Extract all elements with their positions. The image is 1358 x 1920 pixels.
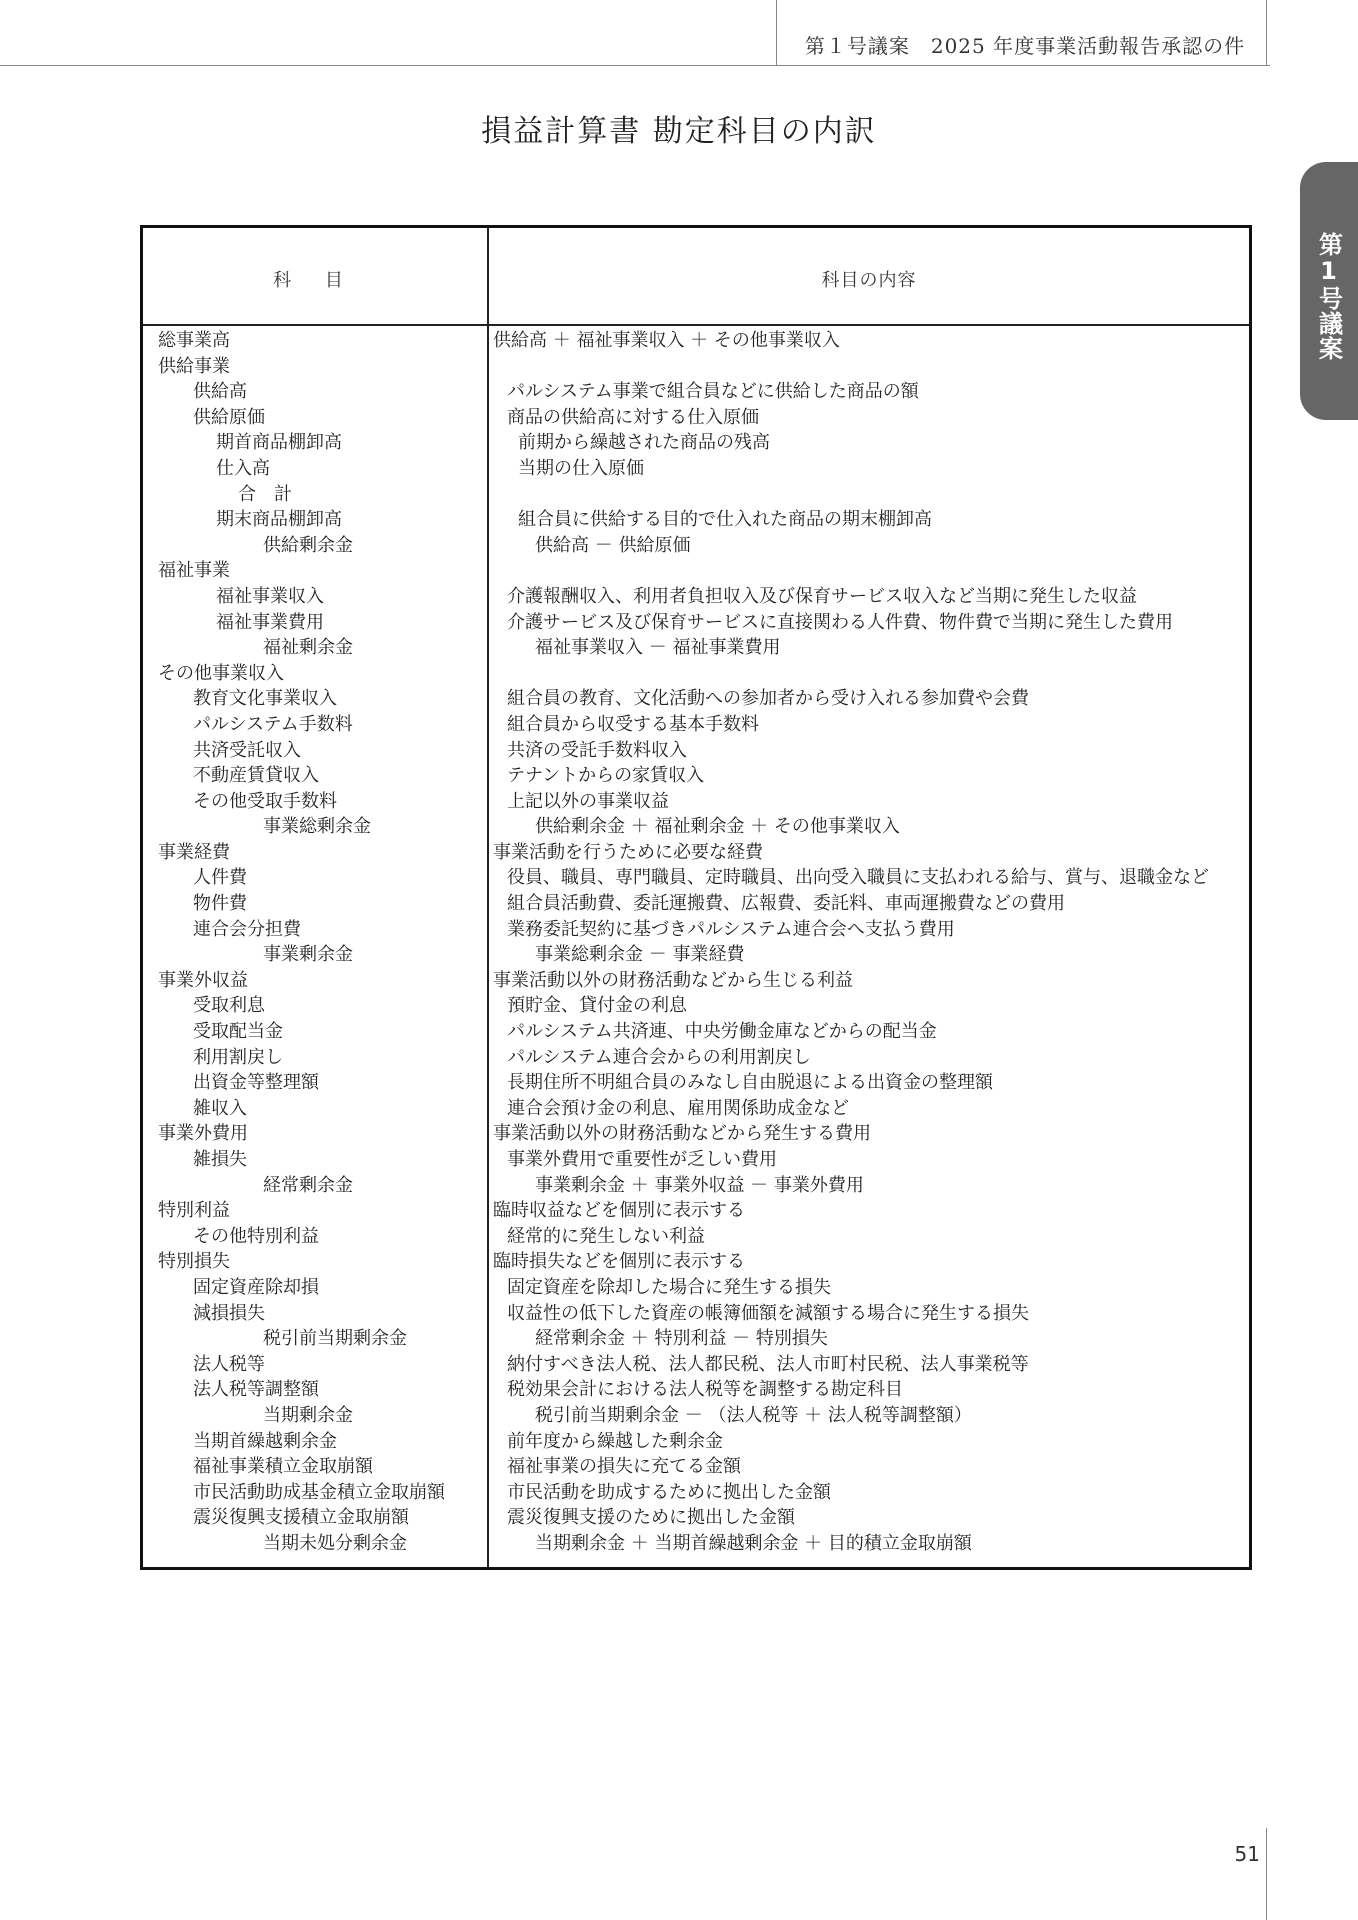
account-description: 組合員活動費、委託運搬費、広報費、委託料、車両運搬費などの費用 <box>507 893 1065 915</box>
table-row <box>143 1096 1249 1122</box>
account-name: 期末商品棚卸高 <box>216 509 342 531</box>
account-description: 納付すべき法人税、法人都民税、法人市町村民税、法人事業税等 <box>507 1353 1029 1375</box>
account-name: 経常剰余金 <box>263 1174 353 1196</box>
account-name: 福祉剰余金 <box>263 637 353 659</box>
account-description: 連合会預け金の利息、雇用関係助成金など <box>507 1097 849 1119</box>
table-row <box>143 1429 1249 1455</box>
account-name: 福祉事業収入 <box>216 585 324 607</box>
account-name: 受取利息 <box>193 995 265 1017</box>
table-row <box>143 738 1249 764</box>
table-row <box>143 865 1249 891</box>
account-name: その他事業収入 <box>158 662 284 684</box>
account-name: パルシステム手数料 <box>193 713 353 735</box>
table-row <box>143 1224 1249 1250</box>
account-description: 事業活動以外の財務活動などから発生する費用 <box>493 1123 871 1145</box>
side-chapter-tab <box>1300 162 1358 420</box>
account-description: 供給高 － 供給原価 <box>535 534 691 556</box>
table-row <box>143 1454 1249 1480</box>
table-row <box>143 405 1249 431</box>
account-description: 共済の受託手数料収入 <box>507 739 687 761</box>
account-name: 特別利益 <box>158 1200 230 1222</box>
account-name: 供給高 <box>193 381 247 403</box>
table-row <box>143 1377 1249 1403</box>
account-description: 福祉事業収入 － 福祉事業費用 <box>535 637 781 659</box>
table-row <box>143 610 1249 636</box>
table-row <box>143 635 1249 661</box>
account-name: 事業剰余金 <box>263 944 353 966</box>
table-row <box>143 1275 1249 1301</box>
account-name: 減損損失 <box>193 1302 265 1324</box>
table-row <box>143 1019 1249 1045</box>
table-row <box>143 482 1249 508</box>
account-name: 利用割戻し <box>193 1046 283 1068</box>
account-name: 教育文化事業収入 <box>193 688 337 710</box>
table-row <box>143 661 1249 687</box>
account-name: 事業総剰余金 <box>263 816 371 838</box>
table-row <box>143 456 1249 482</box>
account-description: 介護報酬収入、利用者負担収入及び保育サービス収入など当期に発生した収益 <box>507 585 1137 607</box>
table-row <box>143 942 1249 968</box>
table-row <box>143 686 1249 712</box>
account-description: 市民活動を助成するために拠出した金額 <box>507 1481 831 1503</box>
table-row <box>143 1070 1249 1096</box>
header-divider-left <box>776 0 777 66</box>
account-name: 法人税等調整額 <box>193 1379 319 1401</box>
account-description: 商品の供給高に対する仕入原価 <box>507 406 759 428</box>
account-description: 福祉事業の損失に充てる金額 <box>507 1456 741 1478</box>
table-row <box>143 1352 1249 1378</box>
account-name: 雑収入 <box>193 1097 247 1119</box>
account-name: 期首商品棚卸高 <box>216 432 342 454</box>
account-description: 事業活動を行うために必要な経費 <box>493 841 763 863</box>
page-title: 損益計算書 勘定科目の内訳 <box>481 114 877 149</box>
account-description: 事業総剰余金 － 事業経費 <box>535 944 745 966</box>
account-description: 税効果会計における法人税等を調整する勘定科目 <box>507 1379 903 1401</box>
account-description: 震災復興支援のために拠出した金額 <box>507 1507 795 1529</box>
account-description: 当期剰余金 ＋ 当期首繰越剰余金 ＋ 目的積立金取崩額 <box>535 1532 972 1554</box>
account-description: 収益性の低下した資産の帳簿価額を減額する場合に発生する損失 <box>507 1302 1029 1324</box>
footer-divider <box>1266 1828 1267 1920</box>
account-name: 合 計 <box>238 483 292 505</box>
header-row-divider <box>143 324 1249 326</box>
account-name: 供給事業 <box>158 355 230 377</box>
table-row <box>143 1045 1249 1071</box>
account-description: 役員、職員、専門職員、定時職員、出向受入職員に支払われる給与、賞与、退職金など <box>507 867 1209 889</box>
account-name: 固定資産除却損 <box>193 1276 319 1298</box>
table-row <box>143 430 1249 456</box>
table-row <box>143 712 1249 738</box>
account-description: 供給高 ＋ 福祉事業収入 ＋ その他事業収入 <box>493 330 840 351</box>
account-description: 前年度から繰越した剰余金 <box>507 1430 723 1452</box>
header-divider-right <box>1266 0 1267 66</box>
account-description: 組合員から収受する基本手数料 <box>507 713 759 735</box>
account-name: 震災復興支援積立金取崩額 <box>193 1507 409 1529</box>
account-name: 事業外収益 <box>158 969 248 991</box>
table-row <box>143 1147 1249 1173</box>
table-row <box>143 379 1249 405</box>
account-name: 法人税等 <box>193 1353 265 1375</box>
table-row <box>143 584 1249 610</box>
account-name: 当期剰余金 <box>263 1404 353 1426</box>
table-row <box>143 1505 1249 1531</box>
table-row <box>143 507 1249 533</box>
account-description: 臨時収益などを個別に表示する <box>493 1200 745 1222</box>
table-row <box>143 968 1249 994</box>
table-row <box>143 840 1249 866</box>
account-name: その他受取手数料 <box>193 790 337 812</box>
account-description: 介護サービス及び保育サービスに直接関わる人件費、物件費で当期に発生した費用 <box>507 611 1173 633</box>
column-header-account: 科 目 <box>273 270 357 291</box>
account-name: 事業経費 <box>158 841 230 863</box>
table-row <box>143 1198 1249 1224</box>
table-row <box>143 993 1249 1019</box>
account-description: 供給剰余金 ＋ 福祉剰余金 ＋ その他事業収入 <box>535 816 900 838</box>
table-row <box>143 891 1249 917</box>
account-description: 前期から繰越された商品の残高 <box>518 432 770 454</box>
account-name: 税引前当期剰余金 <box>263 1328 407 1350</box>
table-row <box>143 558 1249 584</box>
table-row <box>143 1121 1249 1147</box>
account-description: 税引前当期剰余金 － （法人税等 ＋ 法人税等調整額） <box>535 1404 972 1426</box>
table-row <box>143 328 1249 354</box>
table-body <box>143 328 1249 1557</box>
header-divider <box>0 65 1270 66</box>
account-description: 当期の仕入原価 <box>518 457 644 479</box>
table-row <box>143 1326 1249 1352</box>
table-row <box>143 789 1249 815</box>
account-description: パルシステム共済連、中央労働金庫などからの配当金 <box>507 1021 937 1043</box>
account-description: テナントからの家賃収入 <box>507 765 705 787</box>
account-name: 事業外費用 <box>158 1123 248 1145</box>
account-description: 臨時損失などを個別に表示する <box>493 1251 745 1273</box>
account-name: 共済受託収入 <box>193 739 301 761</box>
account-name: その他特別利益 <box>193 1225 319 1247</box>
account-name: 供給原価 <box>193 406 265 428</box>
account-description: 上記以外の事業収益 <box>507 790 669 812</box>
account-description: 預貯金、貸付金の利息 <box>507 995 687 1017</box>
account-name: 連合会分担費 <box>193 918 301 940</box>
table-row <box>143 1301 1249 1327</box>
account-name: 特別損失 <box>158 1251 230 1273</box>
table-row <box>143 1403 1249 1429</box>
header-title: 第１号議案 2025 年度事業活動報告承認の件 <box>804 34 1246 58</box>
account-description: 事業剰余金 ＋ 事業外収益 － 事業外費用 <box>535 1174 864 1196</box>
account-description: 固定資産を除却した場合に発生する損失 <box>507 1276 831 1298</box>
account-name: 受取配当金 <box>193 1021 283 1043</box>
account-name: 総事業高 <box>158 330 230 351</box>
account-description: 長期住所不明組合員のみなし自由脱退による出資金の整理額 <box>507 1072 993 1094</box>
account-name: 雑損失 <box>193 1149 247 1170</box>
account-name: 福祉事業 <box>158 560 230 582</box>
account-description: パルシステム連合会からの利用割戻し <box>507 1046 811 1068</box>
table-row <box>143 1531 1249 1557</box>
account-name: 福祉事業費用 <box>216 611 324 633</box>
account-description: 経常的に発生しない利益 <box>507 1225 705 1247</box>
table-row <box>143 814 1249 840</box>
page-number: 51 <box>1234 1842 1260 1866</box>
header-bar <box>0 0 1358 66</box>
account-name: 物件費 <box>193 893 247 915</box>
account-name: 当期未処分剰余金 <box>263 1532 407 1554</box>
side-chapter-tab-label: 第1号議案 <box>1314 232 1343 361</box>
account-description: 事業活動以外の財務活動などから生じる利益 <box>493 969 853 991</box>
account-name: 出資金等整理額 <box>193 1072 319 1094</box>
account-name: 人件費 <box>193 867 247 889</box>
account-table <box>140 225 1252 1570</box>
table-row <box>143 917 1249 943</box>
table-row <box>143 1480 1249 1506</box>
table-row <box>143 1173 1249 1199</box>
table-row <box>143 354 1249 380</box>
column-header-content: 科目の内容 <box>821 270 917 291</box>
table-row <box>143 763 1249 789</box>
account-name: 福祉事業積立金取崩額 <box>193 1456 373 1478</box>
account-name: 市民活動助成基金積立金取崩額 <box>193 1481 445 1503</box>
account-description: 経常剰余金 ＋ 特別利益 － 特別損失 <box>535 1328 828 1350</box>
account-description: 組合員の教育、文化活動への参加者から受け入れる参加費や会費 <box>507 688 1029 710</box>
account-description: 組合員に供給する目的で仕入れた商品の期末棚卸高 <box>518 509 932 531</box>
account-description: パルシステム事業で組合員などに供給した商品の額 <box>507 381 919 403</box>
account-description: 事業外費用で重要性が乏しい費用 <box>507 1149 777 1170</box>
account-name: 当期首繰越剰余金 <box>193 1430 337 1452</box>
table-row <box>143 1249 1249 1275</box>
table-row <box>143 533 1249 559</box>
account-name: 不動産賃貸収入 <box>193 765 319 787</box>
account-name: 仕入高 <box>216 457 270 479</box>
account-name: 供給剰余金 <box>263 534 353 556</box>
account-description: 業務委託契約に基づきパルシステム連合会へ支払う費用 <box>507 918 955 940</box>
